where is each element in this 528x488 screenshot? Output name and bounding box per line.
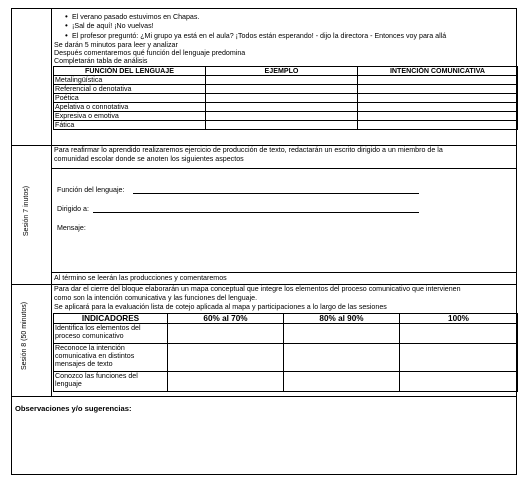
table-row [54,324,518,344]
session8-intro-3: Se aplicará para la evaluación lista de cotejo aplicada al mapa y participaciones a lo largo de las sesiones [54,303,387,311]
score-cell[interactable] [168,372,284,392]
ejemplo-cell[interactable] [206,85,358,94]
session7-intro-divider [51,168,517,169]
session8-intro-2: como son la intención comunicativa y las funciones del lenguaje. [54,294,258,302]
score-cell[interactable] [284,372,400,392]
session8-intro-1: Para dar el cierre del bloque elaborarán un mapa conceptual que integre los elementos del proceso comunicativo que intervienen [54,285,461,293]
indicator-cell [54,344,168,372]
intencion-cell[interactable] [358,94,518,103]
table-row [54,344,518,372]
observations-label: Observaciones y/o sugerencias: [15,404,132,413]
bullet-1: • El verano pasado estuvimos en Chapas. [72,13,199,22]
indicators-table [53,313,518,392]
ejemplo-cell[interactable] [206,94,358,103]
instruction-line-3: Completarán tabla de análisis [54,57,148,65]
function-cell: Apelativa o connotativa [54,103,206,112]
section-divider-3 [11,396,517,397]
session8-label: Sesión 8 (50 minutos) [21,301,28,371]
dirigido-line[interactable] [93,212,419,213]
indicator-cell [54,324,168,344]
header-funcion: FUNCIÓN DEL LENGUAJE [54,67,206,76]
session7-intro-1: Para reafirmar lo aprendido realizaremos ejercicio de producción de texto, redactarán un escrito dirigido a un miembro de la [54,146,443,154]
function-cell: Fática [54,121,206,130]
intencion-cell[interactable] [358,76,518,85]
table-row [54,103,518,112]
function-cell: Expresiva o emotiva [54,112,206,121]
indicator-text-line: Reconoce la intención [55,344,125,352]
dirigido-label: Dirigido a: [57,205,89,213]
score-cell[interactable] [400,344,518,372]
ejemplo-cell[interactable] [206,103,358,112]
function-cell: Poética [54,94,206,103]
session7-intro-2: comunidad escolar donde se anoten los siguientes aspectos [54,155,244,163]
indicator-cell [54,372,168,392]
indicator-text-line: comunicativa en distintos [55,352,135,360]
header-indicadores: INDICADORES [54,314,168,324]
function-cell: Referencial o denotativa [54,85,206,94]
indicator-text-line: lenguaje [55,380,82,388]
indicator-text-line: mensajes de texto [55,360,113,368]
intencion-cell[interactable] [358,103,518,112]
indicator-text-line: Conozco las funciones del [55,372,138,380]
header-80-90: 80% al 90% [284,314,400,324]
table-row [54,76,518,85]
observations-area[interactable] [12,416,516,474]
instruction-line-2: Después comentaremos qué función del lenguaje predomina [54,49,246,57]
bullet-3: • El profesor preguntó: ¿Mi grupo ya está en el aula? ¡Todos están esperando! - dijo la directora - Entonces voy para allá [72,32,446,41]
score-cell[interactable] [284,324,400,344]
ejemplo-cell[interactable] [206,112,358,121]
intencion-cell[interactable] [358,112,518,121]
header-ejemplo: EJEMPLO [206,67,358,76]
indicator-text-line: proceso comunicativo [55,332,124,340]
table-row [54,121,518,130]
score-cell[interactable] [168,324,284,344]
ejemplo-cell[interactable] [206,76,358,85]
indicator-text-line: Identifica los elementos del [55,324,141,332]
score-cell[interactable] [284,344,400,372]
language-function-table [53,66,518,130]
intencion-cell[interactable] [358,85,518,94]
mensaje-label: Mensaje: [57,224,86,232]
score-cell[interactable] [400,372,518,392]
intencion-cell[interactable] [358,121,518,130]
score-cell[interactable] [400,324,518,344]
table-row [54,85,518,94]
table-row [54,94,518,103]
session-column-divider [51,8,52,396]
bullet-2: • ¡Sal de aquí! ¡No vuelvas! [72,22,154,31]
ejemplo-cell[interactable] [206,121,358,130]
table-row [54,372,518,392]
header-intencion: INTENCIÓN COMUNICATIVA [358,67,518,76]
function-cell: Metalingüística [54,76,206,85]
header-100: 100% [400,314,518,324]
table-row [54,112,518,121]
funcion-label: Función del lenguaje: [57,186,125,194]
session7-label: Sesión 7 inutos) [23,185,30,237]
header-60-70: 60% al 70% [168,314,284,324]
session7-footer: Al término se leerán las producciones y comentaremos [54,274,227,282]
score-cell[interactable] [168,344,284,372]
session7-footer-divider [51,272,517,273]
funcion-line[interactable] [133,193,419,194]
instruction-line-1: Se darán 5 minutos para leer y analizar [54,41,178,49]
